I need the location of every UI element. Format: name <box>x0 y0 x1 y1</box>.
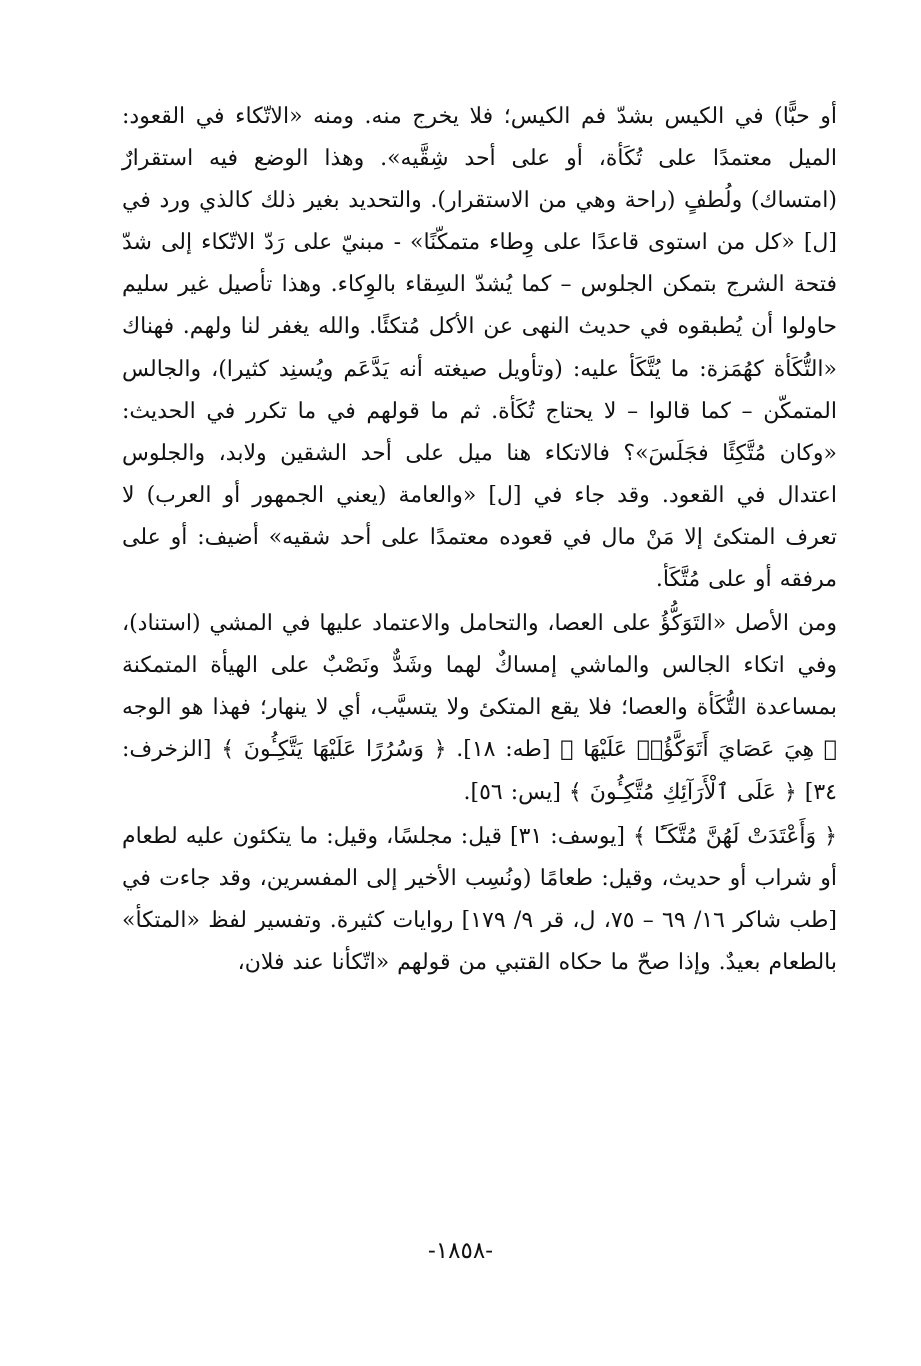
page-number: -١٨٥٨- <box>428 1238 493 1264</box>
paragraph-1: أو حبًّا) في الكيس بشدّ فم الكيس؛ فلا يخرج منه. ومنه «الاتّكاء في القعود: الميل معتمدًا على تُكَأة، أو على أحد شِقَّيه». وهذا الوضع فيه استقرارٌ (امتساك) ولُطفٍ (راحة وهي من الاستقرار). والتحديد بغير ذلك كالذي ورد في [ل] «كل من استوى قاعدًا على وِطاء متمكّنًا» - مبنيّ على رَدّ الاتّكاء إلى شدّ فتحة الشرج بتمكن الجلوس – كما يُشدّ السِقاء بالوِكاء. وهذا تأصيل غير سليم حاولوا أن يُطبقوه في حديث النهى عن الأكل مُتكئًا. والله يغفر لنا ولهم. فهناك «التُّكَأة كهُمَزة: ما يُتَّكَأ عليه: (وتأويل صيغته أنه يَدَّعَم ويُسنِد كثيرا)، والجالس المتمكّن – كما قالوا – لا يحتاج تُكَأة. ثم ما قولهم في ما تكرر في الحديث: «وكان مُتَّكِئًا فجَلَسَ»؟ فالاتكاء هنا ميل على أحد الشقين ولابد، والجلوس اعتدال في القعود. وقد جاء في [ل] «والعامة (يعني الجمهور أو العرب) لا تعرف المتكئ إلا مَنْ مال في قعوده معتمدًا على أحد شقيه» أضيف: أو على مرفقه أو على مُتَّكَأ. <box>122 104 837 593</box>
paragraph-3: ﴿ وَأَعْتَدَتْ لَهُنَّ مُتَّكَـًٔا ﴾ [يوسف: ٣١] قيل: مجلسًا، وقيل: ما يتكئون عليه لطعام أو شراب أو حديث، وقيل: طعامًا (ونُسِب الأخير إلى المفسرين، وقد جاءت في [طب شاكر ١٦/ ٦٩ – ٧٥، ل، قر ٩/ ١٧٩] روايات كثيرة. وتفسير لفظ «المتكأ» بالطعام بعيدٌ. وإذا صحّ ما حكاه القتبي من قولهم «اتّكأنا عند فلان، <box>122 823 837 975</box>
body-text <box>122 96 837 984</box>
paragraph-2: ومن الأصل «التَوَكُّؤُ على العصا، والتحامل والاعتماد عليها في المشي (استناد)، وفي اتكاء الجالس والماشي إمساكٌ لهما وشَدٌّ ونَصْبٌ على الهيأة المتمكنة بمساعدة التُّكَأة والعصا؛ فلا يقع المتكئ ولا يتسيَّب، أي لا ينهار؛ فهذا هو الوجه ﴿ هِيَ عَصَايَ أَتَوَكَّؤُا۟ عَلَيْهَا ﴾ [طه: ١٨]. ﴿ وَسُرُرًا عَلَيْهَا يَتَّكِـُٔونَ ﴾ [الزخرف: ٣٤] ﴿ عَلَى ٱلْأَرَآئِكِ مُتَّكِـُٔونَ ﴾ [يس: ٥٦]. <box>122 611 837 805</box>
